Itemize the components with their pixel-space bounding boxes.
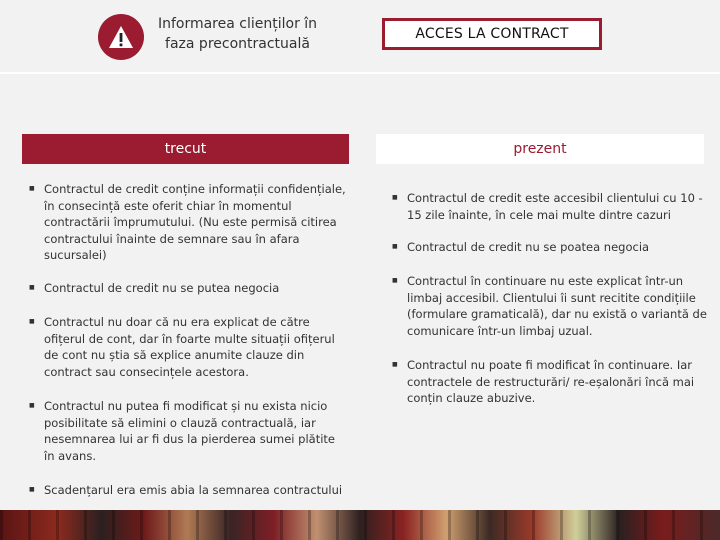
warning-icon <box>98 14 144 60</box>
footer-photo-strip <box>0 510 720 540</box>
past-item-4: ■ Contractul nu putea fi modificat și nu exista nicio posibilitate să elimini o clauză contractuală, iar nesemnarea lui ar fi dus la pierderea sumei plătite în avans. <box>29 398 347 464</box>
past-item-1: ■ Contractul de credit conține informații confidențiale, în consecință este oferit chiar în momentul contractării împrumutului. (Nu este permisă citirea contractului înainte de semnare sau în afara sucursalei) <box>29 181 347 264</box>
past-column-header: trecut <box>22 134 349 164</box>
past-item-2: ■ Contractul de credit nu se putea negocia <box>29 280 347 297</box>
past-item-5: ■ Scadențarul era emis abia la semnarea contractului <box>29 482 347 499</box>
page-title <box>150 14 325 54</box>
warning-triangle-icon <box>107 24 135 50</box>
past-item-3: ■ Contractul nu doar că nu era explicat de către ofițerul de cont, dar în foarte multe situații ofițerul de cont nu știa să explice anumite clauze din contract sau consecințele acestora. <box>29 314 347 380</box>
present-item-2: ■ Contractul de credit nu se poatea negocia <box>392 239 708 256</box>
page-title-line1: Informarea clienților în <box>157 16 318 32</box>
header-divider <box>0 72 720 74</box>
present-item-4: ■ Contractul nu poate fi modificat în continuare. Iar contractele de restructurări/ re-eșalonări încă mai conțin clauze abuzive. <box>392 357 708 407</box>
access-contract-button[interactable]: ACCES LA CONTRACT <box>382 18 602 50</box>
present-item-1: ■ Contractul de credit este accesibil clientului cu 10 - 15 zile înainte, în cele mai multe dintre cazuri <box>392 190 708 223</box>
page-title-line2: faza precontractuală <box>165 36 310 52</box>
present-column-header: prezent <box>376 134 704 164</box>
present-item-3: ■ Contractul în continuare nu este explicat într-un limbaj accesibil. Clientului îi sunt recitite condițiile (formulare gramaticală), dar nu există o variantă de comunicare într-un limbaj uzual. <box>392 273 708 339</box>
